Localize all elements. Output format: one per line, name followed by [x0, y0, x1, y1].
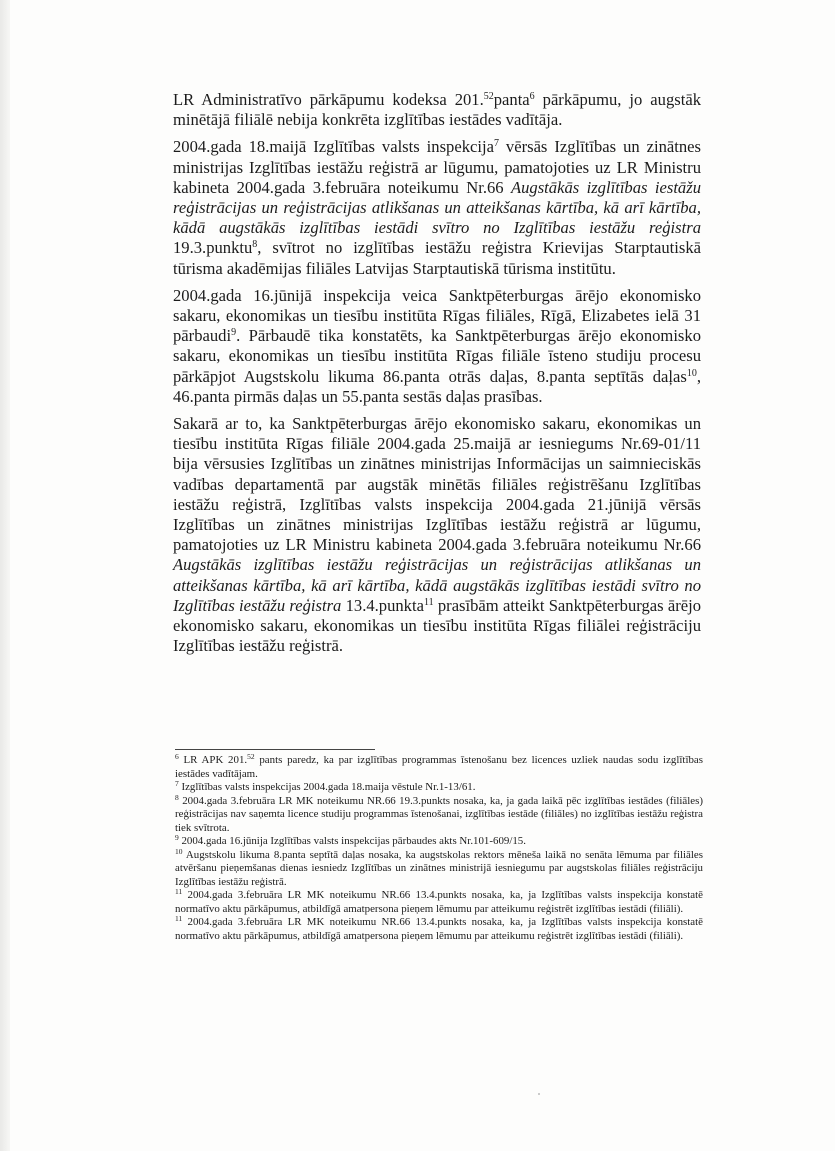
footnote-number: 9 — [175, 833, 179, 842]
footnote-text: LR APK 201. — [178, 754, 248, 766]
text: 2004.gada 18.maijā Izglītības valsts inspekcija — [173, 137, 494, 157]
paragraph — [173, 90, 701, 130]
footnote-text: 2004.gada 16.jūnija Izglītības valsts inspekcijas pārbaudes akts Nr.101-609/15. — [178, 835, 526, 847]
footnote — [175, 846, 703, 890]
footnote-text: Izglītības valsts inspekcijas 2004.gada 18.maija vēstule Nr.1-13/61. — [178, 781, 476, 793]
footnote-number: 10 — [175, 846, 183, 856]
footnote-ref: 10 — [686, 367, 697, 379]
footnote-ref: 6 — [529, 91, 535, 102]
footnote-text: Augstskolu likuma 8.panta septītā daļas nosaka, ka augstskolas rektors mēneša laikā no senāta lēmuma par filiāles atvēršanu pieņemšanas dienas iesniedz Izglītības un zinātnes ministrijā iesniegumu par augstskolas filiāles reģistrāciju Izglītības iestāžu reģistrā. — [175, 848, 703, 888]
text: 19.3.punktu — [173, 238, 253, 258]
text: . Pārbaudē tika konstatēts, ka Sanktpēterburgas ārējo ekonomisko sakaru, ekonomikas un tiesību institūta Rīgas filiāle īsteno studiju procesu pārkāpjot Augstskolu likuma 86.panta otrās daļas, 8.panta septītās daļas — [173, 326, 701, 386]
footnote-number: 7 — [175, 779, 179, 788]
superscript: 52 — [247, 752, 255, 761]
text: vērsās Izglītības un zinātnes ministrijas Izglītības iestāžu reģistrā ar lūgumu, pamatojoties uz LR Ministru kabineta 2004.gada 3.februāra noteikumu Nr.66 — [173, 137, 701, 197]
text: , svītrot no izglītības iestāžu reģistra Krievijas Starptautiskā tūrisma akadēmijas filiāles Latvijas Starptautiskā tūrisma institūtu. — [173, 238, 701, 278]
footnote-ref: 8 — [252, 239, 258, 251]
text: 2004.gada 16.jūnijā inspekcija veica Sanktpēterburgas ārējo ekonomisko sakaru, ekonomikas un tiesību institūta Rīgas filiāles, Rīgā, Elizabetes ielā 31 pārbaudi — [173, 285, 701, 346]
footnote-number: 8 — [175, 792, 179, 802]
footnote-number: 11 — [175, 914, 183, 923]
footnote-ref: 11 — [423, 596, 434, 608]
footnote — [175, 754, 703, 781]
footnote — [175, 792, 703, 836]
text: prasībām atteikt Sanktpēterburgas ārējo ekonomisko sakaru, ekonomikas un tiesību institūta Rīgas filiālei reģistrāciju Izglītības iestāžu reģistrā. — [173, 595, 702, 656]
footnote-ref: 7 — [493, 138, 499, 150]
paragraph — [173, 414, 701, 656]
footnote — [175, 889, 703, 916]
text: pārkāpumu, jo augstāk minētājā filiālē nebija konkrēta izglītības iestādes vadītāja. — [173, 90, 701, 130]
footnote-text: 2004.gada 3.februāra LR MK noteikumu NR.66 13.4.punkts nosaka, ka, ja Izglītības valsts inspekcija konstatē normatīvo aktu pārkāpumus, atbildīgā amatpersona pieņem lēmumu par atteikumu reģistrēt izglītības iestādi (filiāli). — [175, 916, 703, 942]
text: 13.4.punkta — [341, 595, 424, 615]
footnote-ref: 9 — [231, 327, 237, 339]
footnote-separator — [175, 749, 375, 750]
text: Sakarā ar to, ka Sanktpēterburgas ārējo ekonomisko sakaru, ekonomikas un tiesību institūta Rīgas filiāle 2004.gada 25.maijā ar iesniegums Nr.69-01/11 bija vērsusies Izglītības un zinātnes ministrijas Informācijas un saimnieciskās vadības departamentā par augstāk minētās filiāles reģistrēšanu Izglītības iestāžu reģistrā, Izglītības valsts inspekcija 2004.gada 21.jūnijā vērsās Izglītības un zinātnes ministrijas Izglītības iestāžu reģistrā ar lūgumu, pamatojoties uz LR Ministru kabineta 2004.gada 3.februāra noteikumu Nr.66 — [173, 414, 701, 555]
text: , 46.panta pirmās daļas un 55.panta sestās daļas prasības. — [173, 366, 701, 406]
scan-speck — [538, 1093, 540, 1095]
paragraph — [173, 286, 701, 407]
page-edge — [0, 0, 10, 1151]
footnote-text: 2004.gada 3.februāra LR MK noteikumu NR.66 19.3.punkts nosaka, ka, ja gada laikā pēc izglītības iestādes (filiāles) reģistrācijas nav saņemta licence studiju programmas īstenošanai, izglītības iestāde (filiāles) no izglītības iestāžu reģistra tiek svītrota. — [175, 794, 703, 834]
text: panta — [493, 90, 530, 109]
footnote-text: 2004.gada 3.februāra LR MK noteikumu NR.66 13.4.punkts nosaka, ka, ja Izglītības valsts inspekcija konstatē normatīvo aktu pārkāpumus, atbildīgā amatpersona pieņem lēmumu par atteikumu reģistrēt izglītības iestādi (filiāli). — [175, 889, 703, 915]
text: LR Administratīvo pārkāpumu kodeksa 201. — [173, 90, 484, 109]
footnotes — [175, 754, 703, 943]
footnote-number: 11 — [175, 887, 183, 896]
body-text — [173, 90, 701, 663]
regulation-title: Augstākās izglītības iestāžu reģistrācijas un reģistrācijas atlikšanas un atteikšanas kārtība, kā arī kārtība, kādā augstākās izglītības iestādi svītro no Izglītības iestāžu reģistra — [173, 555, 701, 615]
footnote — [175, 781, 703, 795]
regulation-title: Augstākās izglītības iestāžu reģistrācijas un reģistrācijas atlikšanas un atteikšanas kārtība, kā arī kārtība, kādā augstākās izglītības iestādi svītro no Izglītības iestāžu reģistra — [173, 177, 701, 238]
footnote — [175, 835, 703, 849]
superscript: 52 — [483, 91, 494, 102]
footnote-text: pants paredz, ka par izglītības programmas īstenošanu bez licences uzliek naudas sodu izglītības iestādes vadītājam. — [175, 754, 703, 780]
paragraph — [173, 137, 701, 278]
footnote-number: 6 — [175, 752, 179, 761]
footnote — [175, 916, 703, 943]
